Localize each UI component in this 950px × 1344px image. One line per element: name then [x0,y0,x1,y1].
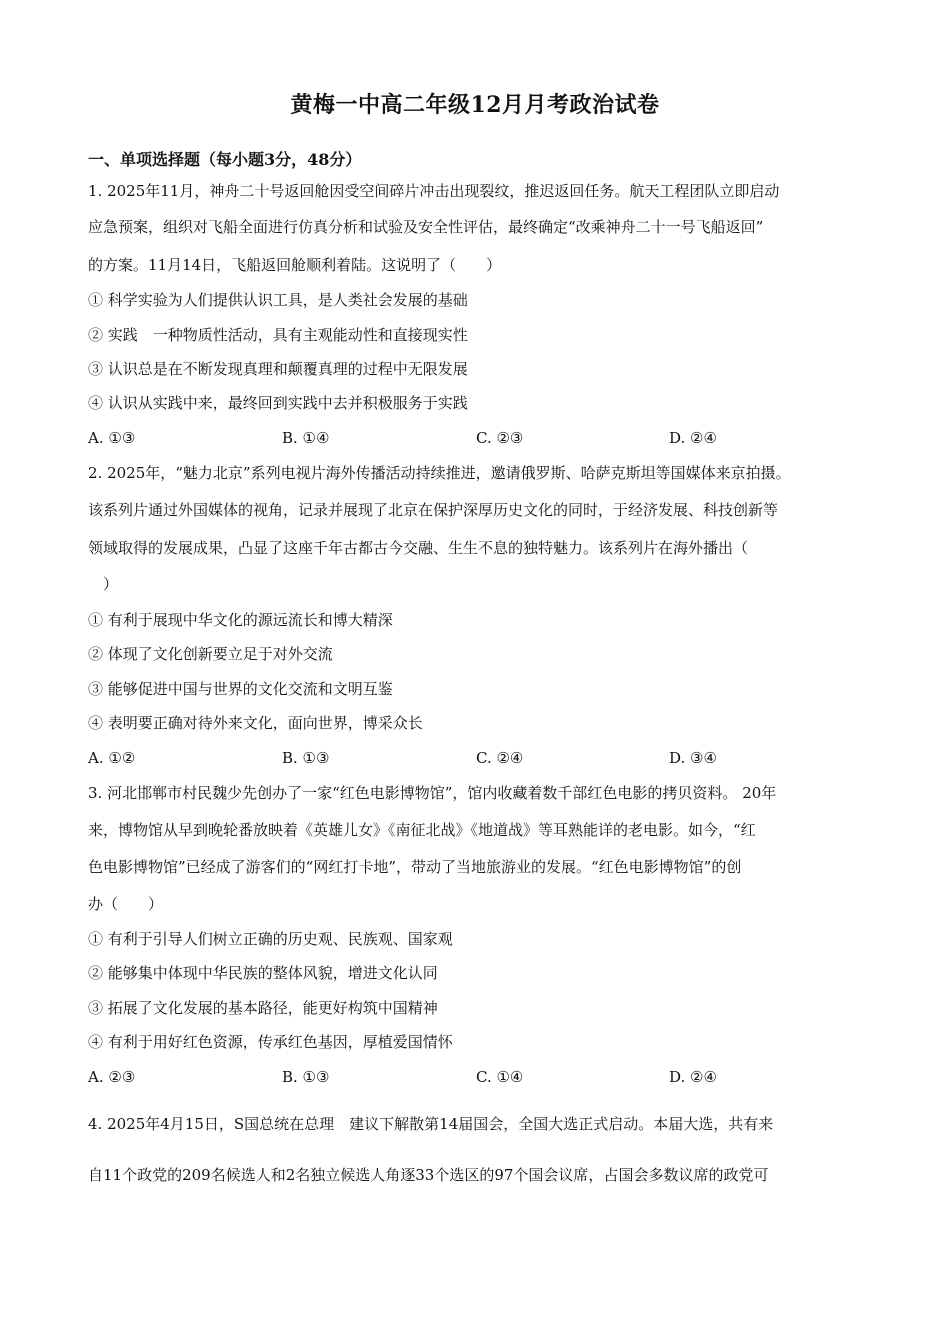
q2-item: ③ 能够促进中国与世界的文化交流和文明互鉴 [88,680,393,698]
section-heading: 一、单项选择题（每小题3分，48分） [88,150,362,169]
q3-stem-line: 办（ ） [88,895,164,913]
q3-stem-line: 色电影博物馆”已经成了游客们的“网红打卡地”，带动了当地旅游业的发展。“红色电影博物馆”的创 [88,858,742,876]
q3-stem-line: 来，博物馆从早到晚轮番放映着《英雄儿女》《南征北战》《地道战》等耳熟能详的老电影。如今，“红 [88,821,756,839]
q3-item: ② 能够集中体现中华民族的整体风貌，增进文化认同 [88,964,438,982]
q3-item: ③ 拓展了文化发展的基本路径，能更好构筑中国精神 [88,999,438,1017]
q3-option-b: B. ①③ [282,1068,330,1086]
q3-item: ① 有利于引导人们树立正确的历史观、民族观、国家观 [88,930,453,948]
q1-item: ④ 认识从实践中来，最终回到实践中去并积极服务于实践 [88,394,468,412]
q2-option-d: D. ③④ [669,749,717,767]
q4-stem-line: 4. 2025年4月15日，S国总统在总理 建议下解散第14届国会，全国大选正式启动。本届大选，共有来 [88,1115,774,1133]
q3-option-a: A. ②③ [88,1068,136,1086]
q1-option-a: A. ①③ [88,429,136,447]
q2-option-c: C. ②④ [476,749,524,767]
q2-item: ① 有利于展现中华文化的源远流长和博大精深 [88,611,393,629]
q3-stem-line: 3. 河北邯郸市村民魏少先创办了一家“红色电影博物馆”，馆内收藏着数千部红色电影的拷贝资料。 20年 [88,784,777,802]
q2-stem-line: 该系列片通过外国媒体的视角，记录并展现了北京在保护深厚历史文化的同时，于经济发展、科技创新等 [88,501,779,519]
q1-stem-line: 的方案。11月14日，飞船返回舱顺利着陆。这说明了（ ） [88,256,502,274]
q2-item: ④ 表明要正确对待外来文化，面向世界，博采众长 [88,714,423,732]
q1-option-d: D. ②④ [669,429,717,447]
q1-item: ② 实践 一种物质性活动，具有主观能动性和直接现实性 [88,326,468,344]
q2-stem-line: ） [88,575,119,593]
q1-stem-line: 应急预案，组织对飞船全面进行仿真分析和试验及安全性评估，最终确定“改乘神舟二十一号飞船返回” [88,218,764,236]
q2-stem-line: 2. 2025年，“魅力北京”系列电视片海外传播活动持续推进，邀请俄罗斯、哈萨克斯坦等国媒体来京拍摄。 [88,464,791,482]
q1-item: ① 科学实验为人们提供认识工具，是人类社会发展的基础 [88,291,468,309]
q1-stem-line: 1. 2025年11月，神舟二十号返回舱因受空间碎片冲击出现裂纹，推迟返回任务。航天工程团队立即启动 [88,182,780,200]
q1-option-c: C. ②③ [476,429,524,447]
q4-stem-line: 自11个政党的209名候选人和2名独立候选人角逐33个选区的97个国会议席，占国会多数议席的政党可 [88,1166,769,1184]
q2-option-a: A. ①② [88,749,136,767]
q2-stem-line: 领域取得的发展成果，凸显了这座千年古都古今交融、生生不息的独特魅力。该系列片在海外播出（ [88,539,749,557]
q3-option-d: D. ②④ [669,1068,717,1086]
q2-item: ② 体现了文化创新要立足于对外交流 [88,645,333,663]
q2-option-b: B. ①③ [282,749,330,767]
q1-option-b: B. ①④ [282,429,330,447]
q1-item: ③ 认识总是在不断发现真理和颠覆真理的过程中无限发展 [88,360,468,378]
q3-option-c: C. ①④ [476,1068,524,1086]
q3-item: ④ 有利于用好红色资源，传承红色基因，厚植爱国情怀 [88,1033,453,1051]
exam-title: 黄梅一中高二年级12月月考政治试卷 [290,92,660,118]
